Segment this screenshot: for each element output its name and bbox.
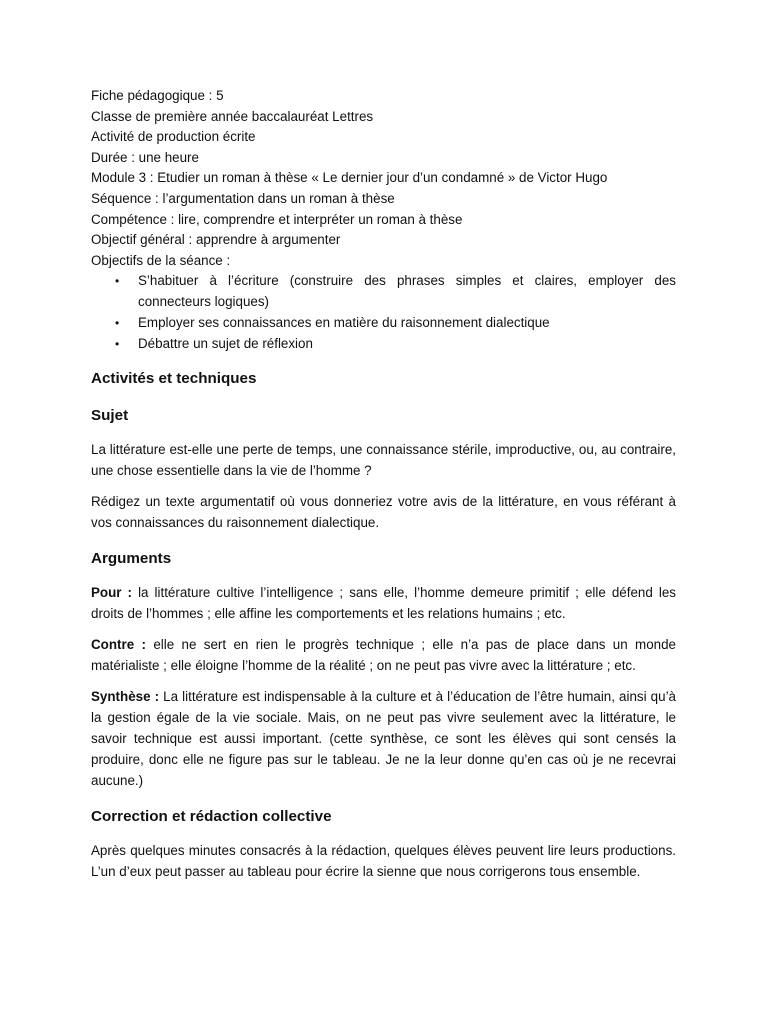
pour-label: Pour :: [91, 584, 133, 600]
subject-instruction: Rédigez un texte argumentatif où vous donneriez votre avis de la littérature, en vous référant à vos connaissances du raisonnement dialectique.: [91, 493, 676, 530]
activities-heading: Activités et techniques: [91, 369, 257, 387]
fiche-number: Fiche pédagogique : 5: [91, 88, 224, 103]
general-objective: Objectif général : apprendre à argumenter: [91, 232, 341, 248]
list-item: [115, 271, 676, 313]
synthese-label: Synthèse :: [91, 688, 160, 704]
contre-text: elle ne sert en rien le progrès technique ; elle n’a pas de place dans un monde matérialiste ; elle éloigne l’homme de la réalité ; on ne peut pas vivre avec la littérature ; etc.: [91, 636, 677, 673]
objective-text: Débattre un sujet de réflexion: [138, 335, 313, 351]
module-title: Module 3 : Etudier un roman à thèse « Le dernier jour d’un condamné » de Victor Hugo: [91, 170, 608, 186]
list-item: [115, 313, 676, 334]
session-objectives-label: Objectifs de la séance :: [91, 252, 231, 268]
activity-type: Activité de production écrite: [91, 129, 256, 145]
subject-question: La littérature est-elle une perte de temps, une connaissance stérile, improductive, ou, au contraire, une chose essentielle dans la vie de l’homme ?: [91, 441, 676, 478]
duration: Durée : une heure: [91, 149, 199, 165]
competence: Compétence : lire, comprendre et interpréter un roman à thèse: [91, 211, 463, 227]
arguments-heading: Arguments: [91, 549, 172, 567]
correction-heading: Correction et rédaction collective: [91, 807, 332, 825]
bullet-icon: •: [115, 315, 120, 330]
bullet-icon: •: [115, 336, 120, 351]
subject-heading: Sujet: [91, 406, 129, 424]
correction-text: Après quelques minutes consacrés à la rédaction, quelques élèves peuvent lire leurs productions. L’un d’eux peut passer au tableau pour écrire la sienne que nous corrigerons tous ensemble.: [91, 842, 676, 879]
class-level: Classe de première année baccalauréat Lettres: [91, 108, 374, 124]
pour-text: la littérature cultive l’intelligence ; sans elle, l’homme demeure primitif ; elle défend les droits de l’hommes ; elle affine les comportements et les relations humains ; etc.: [91, 584, 676, 621]
objective-text: Employer ses connaissances en matière du raisonnement dialectique: [138, 314, 550, 330]
argument-synthese: [91, 686, 676, 791]
sequence: Séquence : l’argumentation dans un roman à thèse: [91, 190, 395, 206]
objective-text: S’habituer à l’écriture (construire des phrases simples et claires, employer des connecteurs logiques): [138, 273, 676, 310]
argument-pour: [91, 582, 676, 624]
synthese-text: La littérature est indispensable à la culture et à l’éducation de l’être humain, ainsi qu’à la gestion égale de la vie sociale. Mais, on ne peut pas vivre seulement avec la littérature, le savoir technique est aussi important. (cette synthèse, ce sont les élèves qui sont censés la produire, donc elle ne figure pas sur le tableau. Je ne la leur donne qu’en cas où je ne recevrai aucune.): [91, 688, 677, 788]
argument-contre: [91, 634, 676, 676]
contre-label: Contre :: [91, 636, 146, 652]
lesson-header: [91, 86, 676, 271]
list-item: [115, 334, 676, 355]
bullet-icon: •: [115, 274, 120, 289]
objectives-list: [91, 271, 676, 354]
